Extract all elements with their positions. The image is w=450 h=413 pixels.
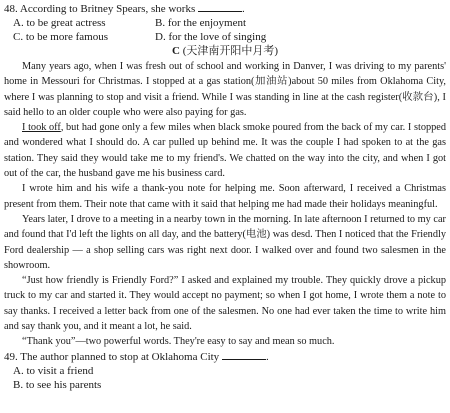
question-48 (4, 2, 446, 16)
question-49-end: . (265, 350, 269, 363)
paragraph-2-text: , but had gone only a few miles when black smoke poured from the back of my car. I stopped and wondered what I should do. A car pulled up behind me. It was the couple I had spoken to at the gas station. They said they would take me to my friend's. We chatted on the way into the city, and when I got out of the car, the husband gave me his business card. (4, 122, 446, 180)
passage-paragraph-2 (4, 120, 446, 181)
passage-paragraph-3: I wrote him and his wife a thank-you note for helping me. Soon afterward, I received a Christmas present from them. Their note that came with it said that helping me had made their holidays meaningful. (4, 183, 446, 210)
question-48-end: . (242, 3, 245, 15)
passage-paragraph-6: “Thank you”—two powerful words. They're easy to say and mean so much. (22, 336, 335, 348)
underlined-phrase: I took off (22, 122, 61, 134)
section-letter: C (171, 45, 180, 57)
question-49 (4, 350, 446, 364)
option-49-a: A. to visit a friend (13, 364, 94, 377)
question-48-options-row-1 (4, 16, 446, 30)
section-source: (天津南开阳中月考) (182, 45, 279, 57)
question-49-stem: 49. The author planned to stop at Oklahoma City (4, 350, 220, 363)
section-heading (4, 44, 446, 59)
option-48-a: A. to be great actress (13, 17, 106, 29)
option-48-c: C. to be more famous (13, 31, 109, 43)
passage-paragraph-4: Years later, I drove to a meeting in a nearby town in the morning. In late afternoon I returned to my car and found that I'd left the lights on all day, and the battery(电池) was desd. Then I noticed that the Friendly Ford dealership — a shop selling cars was right next door. I walked over and found two salesmen in the showroom. (4, 213, 446, 271)
passage-paragraph-5: “Just how friendly is Friendly Ford?” I asked and explained my trouble. They quickly drove a pickup truck to my car and started it. They would accept no payment; so when I got home, I wrote them a note to say thanks. I received a letter back from one of the salesmen. No one had ever taken the time to write him and say thank you, and it meant a lot, he said. (4, 275, 446, 333)
answer-blank (198, 2, 242, 12)
answer-blank (222, 350, 266, 360)
passage-paragraph-1: Many years ago, when I was fresh out of school and working in Danver, I was driving to my parents' home in Messouri for Christmas. I stopped at a gas station(加油站)about 50 miles from Oklahoma City, where I was planning to stop and visit a friend. While I was standing in line at the cash register(收款台), I said hello to an older couple who were also paying for gas. (4, 61, 446, 118)
question-48-stem: 48. According to Britney Spears, she works (4, 3, 196, 15)
option-48-b: B. for the enjoyment (155, 17, 247, 29)
option-48-d: D. for the love of singing (155, 31, 267, 43)
option-49-b: B. to see his parents (13, 378, 102, 391)
question-48-options-row-2 (4, 30, 446, 44)
